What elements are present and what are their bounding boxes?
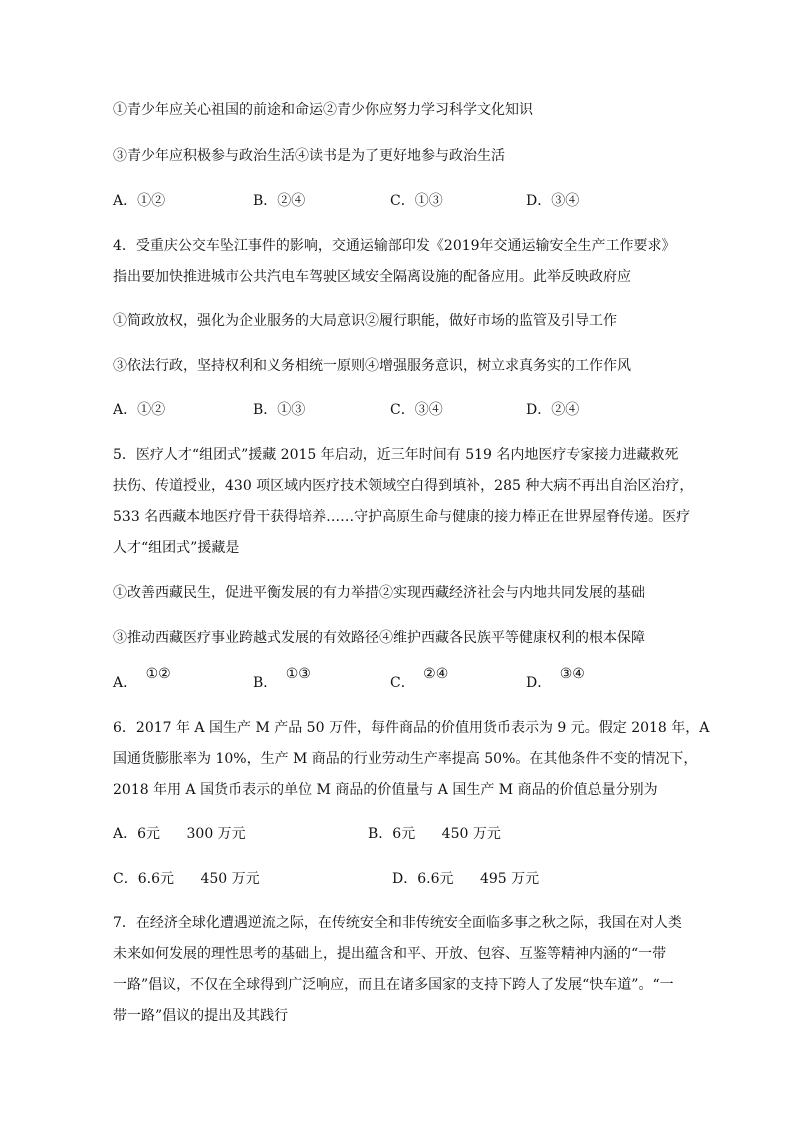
q5-option-a-choice: ①② <box>145 666 171 682</box>
q4-statement-2: ③依法行政，坚持权利和义务相统一原则④增强服务意识，树立求真务实的工作作风 <box>113 358 631 374</box>
q6-option-d-unit-value: 6.6元 <box>417 871 454 887</box>
q6-stem-line-1: 6．2017 年 A 国生产 M 产品 50 万件，每件商品的价值用货币表示为 9 元。假定 2018 年，A <box>113 720 710 736</box>
q5-stem-line-3: 533 名西藏本地医疗骨干获得培养……守护高原生命与健康的接力棒正在世界屋脊传递。医疗 <box>113 509 691 525</box>
q5-option-d <box>526 666 585 693</box>
q5-statement-1: ①改善西藏民生，促进平衡发展的有力举措②实现西藏经济社会与内地共同发展的基础 <box>113 585 645 601</box>
q6-option-c <box>113 869 260 889</box>
q6-option-c-unit-value: 6.6元 <box>137 871 174 887</box>
q5-option-c-choice: ②④ <box>423 666 449 682</box>
q5-stem-line-2: 扶伤、传道授业，430 项区域内医疗技术领域空白得到填补，285 种大病不再出自治区治疗， <box>113 478 694 494</box>
q3-statement-2: ③青少年应积极参与政治生活④读书是为了更好地参与政治生活 <box>113 148 505 164</box>
q5-option-a-letter: A． <box>113 675 138 691</box>
q5-option-b-choice: ①③ <box>285 666 311 682</box>
q6-option-c-letter: C． <box>113 871 138 887</box>
q6-option-a <box>113 824 246 844</box>
q3-option-c: C．①③ <box>390 193 443 209</box>
q3-option-a: A．①② <box>113 193 166 209</box>
q7-stem-line-4: 带一路”倡议的提出及其践行 <box>113 1008 289 1024</box>
q6-option-b-unit-value: 6元 <box>392 826 416 842</box>
q6-option-b <box>368 824 501 844</box>
q5-option-a <box>113 666 171 693</box>
q5-option-c-letter: C． <box>390 675 415 691</box>
q7-stem-line-2: 未来如何发展的理性思考的基础上，提出蕴含和平、开放、包容、互鉴等精神内涵的“一带 <box>113 946 667 962</box>
q5-option-b-letter: B． <box>253 675 278 691</box>
q6-option-b-letter: B． <box>368 826 393 842</box>
q6-option-a-unit-value: 6元 <box>137 826 161 842</box>
q6-stem-line-3: 2018 年用 A 国货币表示的单位 M 商品的价值量与 A 国生产 M 商品的价值总量分别为 <box>113 782 658 798</box>
q6-option-d-total: 495 万元 <box>479 871 540 887</box>
q5-option-d-choice: ③④ <box>559 666 585 682</box>
q5-option-b <box>253 666 311 693</box>
q6-option-d-letter: D． <box>392 871 418 887</box>
q3-option-d: D．③④ <box>526 193 580 209</box>
q5-option-c <box>390 666 449 693</box>
q3-option-b: B．②④ <box>253 193 306 209</box>
q5-stem-line-1: 5．医疗人才“组团式”援藏 2015 年启动，近三年时间有 519 名内地医疗专家接力进藏救死 <box>113 447 679 463</box>
q7-stem-line-3: 一路”倡议，不仅在全球得到广泛响应，而且在诸多国家的支持下跨人了发展“快车道”。“一 <box>113 977 674 993</box>
q6-option-c-total: 450 万元 <box>200 871 260 887</box>
q5-statement-2: ③推动西藏医疗事业跨越式发展的有效路径④维护西藏各民族平等健康权利的根本保障 <box>113 630 645 646</box>
q6-option-d <box>392 869 539 889</box>
q7-stem-line-1: 7．在经济全球化遭遇逆流之际，在传统安全和非传统安全面临多事之秋之际，我国在对人类 <box>113 915 682 931</box>
q4-option-c: C．③④ <box>390 402 443 418</box>
q4-stem-line-1: 4．受重庆公交车坠江事件的影响，交通运输部印发《2019年交通运输安全生产工作要求》 <box>113 238 676 254</box>
q4-option-b: B．①③ <box>253 402 306 418</box>
q6-option-a-total: 300 万元 <box>186 826 246 842</box>
q4-option-a: A．①② <box>113 402 166 418</box>
q4-stem-line-2: 指出要加快推进城市公共汽电车驾驶区域安全隔离设施的配备应用。此举反映政府应 <box>113 269 631 285</box>
q5-stem-line-4: 人才“组团式”援藏是 <box>113 540 240 556</box>
q4-statement-1: ①简政放权，强化为企业服务的大局意识②履行职能，做好市场的监管及引导工作 <box>113 313 617 329</box>
q5-option-d-letter: D． <box>526 675 552 691</box>
q6-option-a-letter: A． <box>113 826 138 842</box>
q4-option-d: D．②④ <box>526 402 580 418</box>
q6-option-b-total: 450 万元 <box>441 826 501 842</box>
q6-stem-line-2: 国通货膨胀率为 10%，生产 M 商品的行业劳动生产率提高 50%。在其他条件不变的情况下， <box>113 751 698 767</box>
q3-statement-1: ①青少年应关心祖国的前途和命运②青少你应努力学习科学文化知识 <box>113 102 533 118</box>
